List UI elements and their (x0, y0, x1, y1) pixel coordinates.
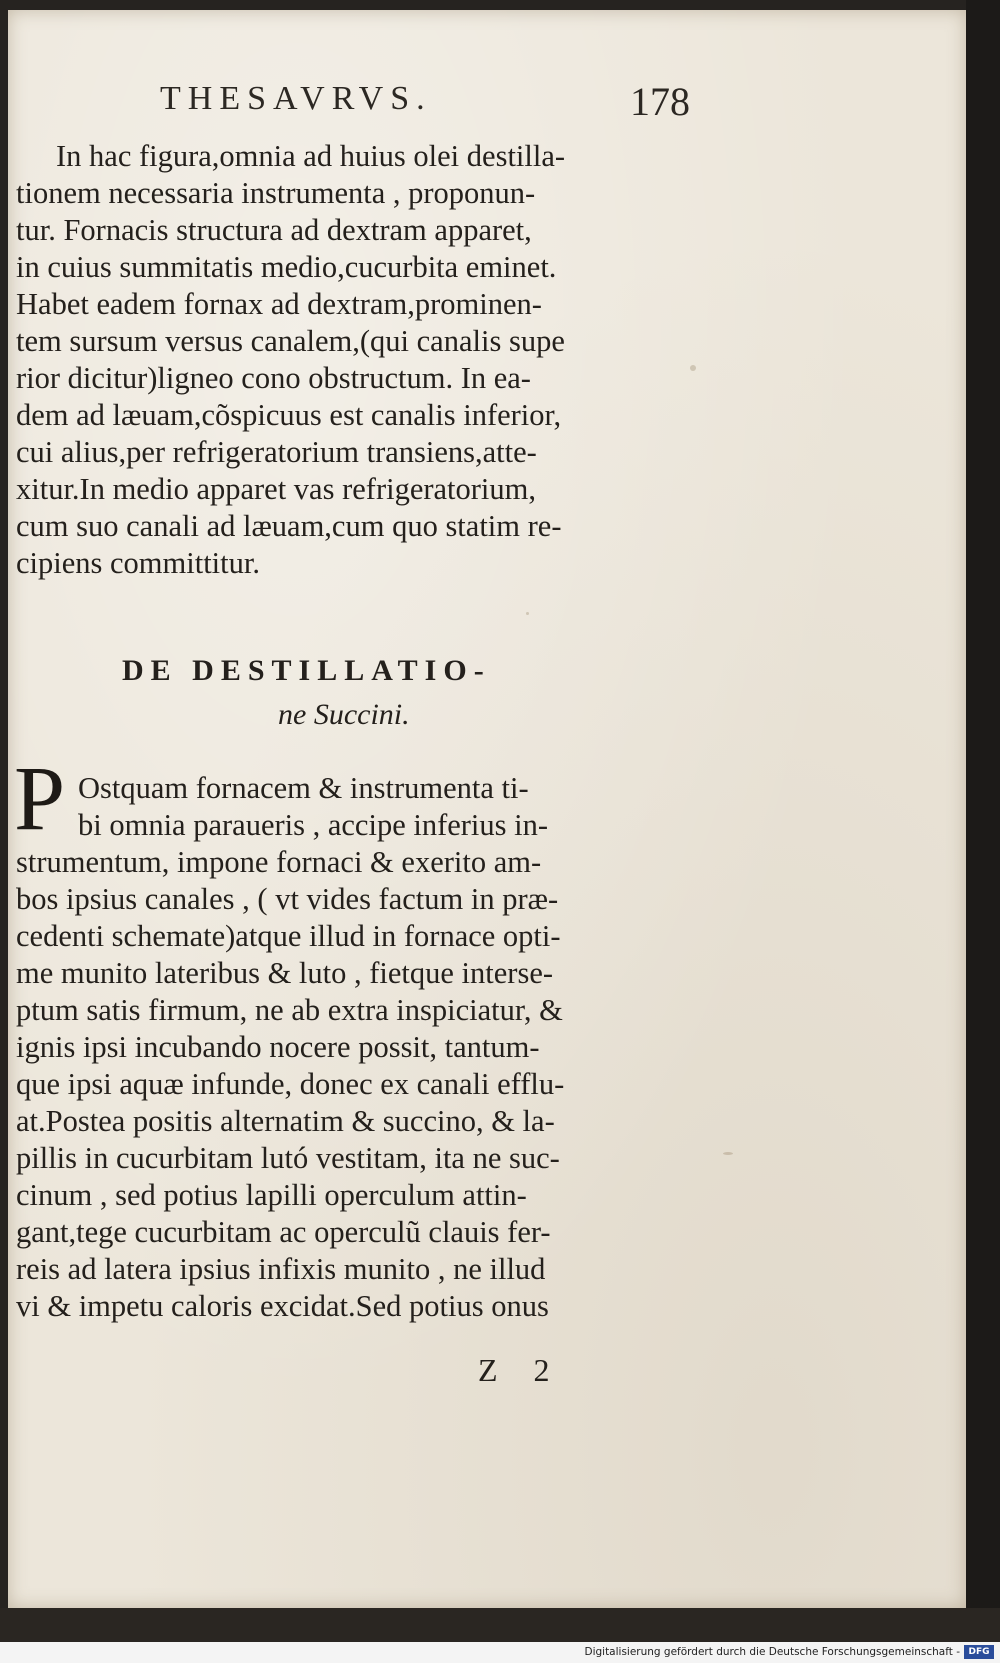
paper-stain (690, 365, 696, 371)
text-line: gant,tege cucurbitam ac operculũ clauis fer- (16, 1215, 551, 1249)
text-line: bi omnia paraueris , accipe inferius in- (78, 808, 549, 842)
drop-cap: P (14, 747, 66, 849)
text-line: ignis ipsi incubando nocere possit, tantum- (16, 1030, 540, 1064)
text-line: cum suo canali ad læuam,cum quo statim re- (16, 509, 562, 543)
text-line: rior dicitur)ligneo cono obstructum. In ea- (16, 361, 531, 395)
text-line: cui alius,per refrigeratorium transiens,atte- (16, 435, 537, 469)
text-line: pillis in cucurbitam lutó vestitam, ita ne suc- (16, 1141, 560, 1175)
dfg-logo: DFG (964, 1645, 994, 1659)
text-line: tem sursum versus canalem,(qui canalis supe (16, 324, 565, 358)
text-line: vi & impetu caloris excidat.Sed potius onus (16, 1289, 549, 1323)
text-line: in cuius summitatis medio,cucurbita eminet. (16, 250, 557, 284)
text-line: reis ad latera ipsius infixis munito , ne illud (16, 1252, 546, 1286)
section-heading: DE DESTILLATIO- (122, 654, 491, 687)
page-number: 178 (630, 79, 690, 124)
text-line: In hac figura,omnia ad huius olei destilla- (56, 139, 566, 173)
text-line: que ipsi aquæ infunde, donec ex canali efflu- (16, 1067, 565, 1101)
text-line: cinum , sed potius lapilli operculum attin- (16, 1178, 527, 1212)
text-line: Habet eadem fornax ad dextram,prominen- (16, 287, 542, 321)
running-head: THESAVRVS. (160, 80, 432, 117)
text-line: strumentum, impone fornaci & exerito am- (16, 845, 542, 879)
text-line: xitur.In medio apparet vas refrigeratorium, (16, 472, 537, 506)
paper-stain (723, 1152, 733, 1155)
text-line: at.Postea positis alternatim & succino, & la- (16, 1104, 555, 1138)
text-line: cipiens committitur. (16, 546, 260, 580)
scan-bottom-edge (0, 1608, 1000, 1642)
signature-mark: Z 2 (478, 1352, 564, 1388)
text-line: dem ad læuam,cõspicuus est canalis inferior, (16, 398, 562, 432)
text-line: ptum satis firmum, ne ab extra inspiciatur, & (16, 993, 563, 1027)
text-line: me munito lateribus & luto , fietque interse- (16, 956, 554, 990)
section-subheading: ne Succini. (278, 698, 410, 731)
text-line: Ostquam fornacem & instrumenta ti- (78, 771, 529, 805)
paper-stain (526, 612, 529, 615)
page-edge-shadow (966, 0, 1000, 1663)
text-line: cedenti schemate)atque illud in fornace opti- (16, 919, 561, 953)
text-line: tionem necessaria instrumenta , proponun- (16, 176, 536, 210)
text-line: bos ipsius canales , ( vt vides factum in præ- (16, 882, 559, 916)
funding-credit: Digitalisierung gefördert durch die Deutsche Forschungsgemeinschaft - (584, 1646, 960, 1658)
text-line: tur. Fornacis structura ad dextram apparet, (16, 213, 532, 247)
